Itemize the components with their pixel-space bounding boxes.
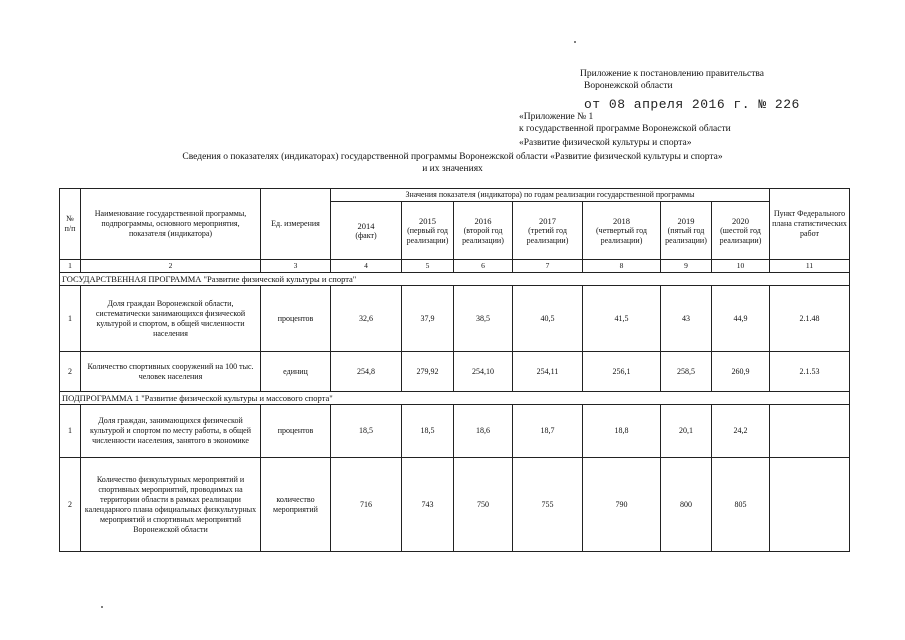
header-year-label: 2020 [732, 215, 749, 226]
row-name: Доля граждан Воронежской области, систематически занимающихся физической культурой и спортом, в общей численности населения [81, 286, 261, 352]
appendix-caption-line1: «Приложение № 1 [519, 112, 594, 122]
row-num: 1 [60, 405, 81, 458]
table-row [60, 405, 850, 458]
section-row [60, 273, 850, 286]
header-year-label: 2018 [613, 215, 630, 226]
column-index-cell: 4 [331, 260, 402, 273]
header-year-2020 [712, 202, 770, 260]
row-value: 18,5 [402, 405, 454, 458]
row-num: 2 [60, 352, 81, 392]
row-value: 743 [402, 458, 454, 552]
row-value: 43 [661, 286, 712, 352]
header-year-2015 [402, 202, 454, 260]
row-value: 18,5 [331, 405, 402, 458]
header-year-2018 [583, 202, 661, 260]
header-year-note: (третий год реализации) [526, 225, 569, 245]
header-values-group: Значения показателя (индикатора) по годам реализации государственной программы [331, 189, 770, 202]
row-value: 279,92 [402, 352, 454, 392]
scan-speck [574, 41, 576, 43]
header-year-label: 2015 [419, 215, 436, 226]
table-row [60, 458, 850, 552]
row-unit: процентов [261, 405, 331, 458]
section-row [60, 392, 850, 405]
row-num: 2 [60, 458, 81, 552]
header-num: № п/п [60, 189, 81, 260]
section-title: ГОСУДАРСТВЕННАЯ ПРОГРАММА "Развитие физической культуры и спорта" [60, 273, 850, 286]
row-value: 20,1 [661, 405, 712, 458]
row-value: 755 [513, 458, 583, 552]
decree-date-stamp: от 08 апреля 2016 г. № 226 [584, 97, 800, 112]
row-punkt: 2.1.48 [770, 286, 850, 352]
column-index-cell: 6 [454, 260, 513, 273]
header-year-note: (пятый год реализации) [665, 225, 707, 245]
row-value: 32,6 [331, 286, 402, 352]
table-row [60, 286, 850, 352]
column-index-cell: 9 [661, 260, 712, 273]
row-value: 256,1 [583, 352, 661, 392]
row-name: Количество спортивных сооружений на 100 тыс. человек населения [81, 352, 261, 392]
attachment-caption-line1: Приложение к постановлению правительства [580, 69, 764, 79]
header-year-note: (шестой год реализации) [719, 225, 762, 245]
row-value: 805 [712, 458, 770, 552]
row-value: 38,5 [454, 286, 513, 352]
column-index-cell: 5 [402, 260, 454, 273]
row-name: Количество физкультурных мероприятий и спортивных мероприятий, проводимых на территории области в рамках реализации календарного плана официальных физкультурных мероприятий и спортивных мероприятий Воронежской области [81, 458, 261, 552]
row-value: 40,5 [513, 286, 583, 352]
section-title: ПОДПРОГРАММА 1 "Развитие физической культуры и массового спорта" [60, 392, 850, 405]
row-value: 18,8 [583, 405, 661, 458]
header-unit: Ед. измерения [261, 189, 331, 260]
row-num: 1 [60, 286, 81, 352]
row-value: 41,5 [583, 286, 661, 352]
header-year-label: 2017 [539, 215, 556, 226]
row-punkt: 2.1.53 [770, 352, 850, 392]
header-year-note: (первый год реализации) [406, 225, 449, 245]
column-index-cell: 11 [770, 260, 850, 273]
column-index-cell: 1 [60, 260, 81, 273]
row-value: 800 [661, 458, 712, 552]
row-value: 37,9 [402, 286, 454, 352]
header-year-label: 2016 [474, 215, 492, 226]
row-punkt [770, 458, 850, 552]
row-value: 258,5 [661, 352, 712, 392]
row-value: 716 [331, 458, 402, 552]
header-year-note: (четвертый год реализации) [596, 225, 647, 245]
header-year-2014 [331, 202, 402, 260]
row-value: 254,10 [454, 352, 513, 392]
column-index-cell: 2 [81, 260, 261, 273]
column-index-cell: 7 [513, 260, 583, 273]
row-unit: процентов [261, 286, 331, 352]
row-punkt [770, 405, 850, 458]
header-year-label: 2019 [677, 215, 695, 226]
document-title-line2: и их значениях [422, 164, 483, 174]
document-title: Сведения о показателях (индикаторах) государственной программы Воронежской области «Развитие физической культуры и спорта» [182, 152, 723, 162]
header-year-note: (второй год реализации) [462, 225, 504, 245]
row-unit: количество мероприятий [261, 458, 331, 552]
column-index-cell: 10 [712, 260, 770, 273]
row-value: 750 [454, 458, 513, 552]
scan-speck [101, 606, 103, 608]
row-value: 24,2 [712, 405, 770, 458]
appendix-caption-line3: «Развитие физической культуры и спорта» [519, 138, 692, 148]
row-value: 790 [583, 458, 661, 552]
row-value: 44,9 [712, 286, 770, 352]
header-year-2016 [454, 202, 513, 260]
row-value: 254,11 [513, 352, 583, 392]
row-value: 18,6 [454, 405, 513, 458]
header-name: Наименование государственной программы, подпрограммы, основного мероприятия, показателя (индикатора) [81, 189, 261, 260]
header-year-note: (факт) [355, 230, 377, 240]
header-year-2017 [513, 202, 583, 260]
indicators-table [59, 188, 850, 552]
column-index-row [60, 260, 850, 273]
appendix-caption-line2: к государственной программе Воронежской области [519, 124, 731, 134]
row-name: Доля граждан, занимающихся физической культурой и спортом по месту работы, в общей численности населения, занятого в экономике [81, 405, 261, 458]
row-value: 18,7 [513, 405, 583, 458]
column-index-cell: 3 [261, 260, 331, 273]
row-value: 260,9 [712, 352, 770, 392]
header-year-label: 2014 [357, 220, 375, 231]
header-punkt: Пункт Федерального плана статистических работ [770, 189, 850, 260]
row-unit: единиц [261, 352, 331, 392]
table-row [60, 352, 850, 392]
table-header-row [60, 189, 850, 202]
column-index-cell: 8 [583, 260, 661, 273]
header-year-2019 [661, 202, 712, 260]
attachment-caption-line2: Воронежской области [584, 81, 673, 91]
row-value: 254,8 [331, 352, 402, 392]
